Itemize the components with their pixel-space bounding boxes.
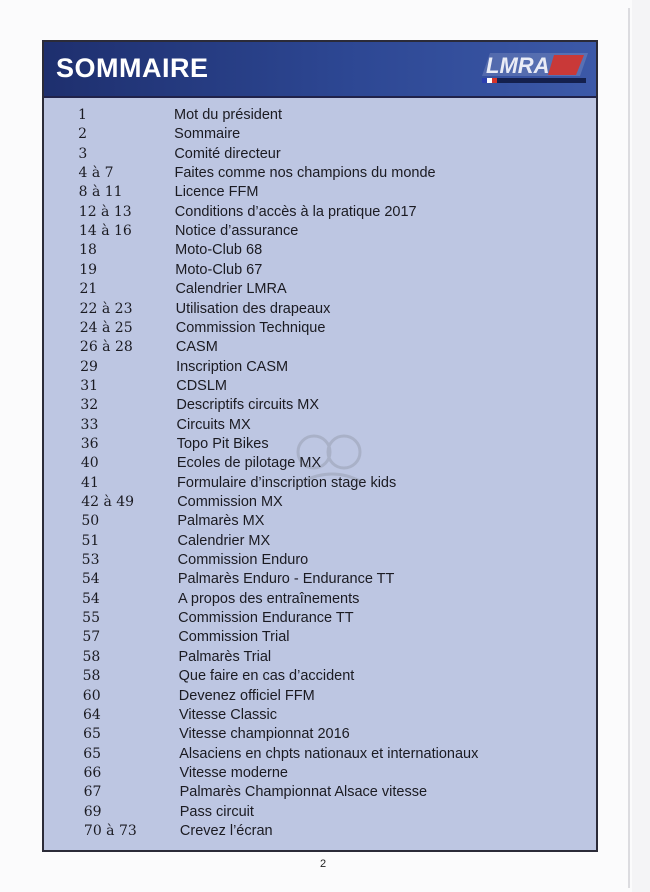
toc-entry-title: Devenez officiel FFM [178, 687, 315, 704]
toc-entry-title: Mot du président [174, 107, 283, 123]
toc-entry-title: Commission Endurance TT [178, 610, 354, 627]
toc-entry-title: Calendrier LMRA [175, 281, 287, 298]
toc-entry-title: Moto-Club 68 [175, 242, 263, 259]
toc-page-number: 66 [83, 764, 102, 781]
toc-entry-title: Pass circuit [179, 803, 254, 820]
toc-page-number: 41 [81, 474, 99, 491]
toc-entry-title: A propos des entraînements [178, 590, 360, 607]
toc-entry-title: Licence FFM [174, 184, 259, 201]
toc-entry-title: Faites comme nos champions du monde [174, 165, 436, 182]
toc-page-number: 8 à 11 [78, 184, 123, 201]
toc-page-number: 29 [80, 358, 98, 375]
toc-page-number: 58 [82, 648, 101, 665]
toc-entry-title: Conditions d’accès à la pratique 2017 [174, 203, 417, 220]
toc-page-number: 55 [82, 610, 100, 627]
toc-page-number: 19 [79, 261, 98, 278]
toc-page-number: 65 [83, 726, 101, 743]
toc-page-number: 32 [80, 397, 99, 414]
toc-page-number: 60 [82, 687, 101, 704]
logo-text: LMRA [486, 53, 550, 78]
toc-page-number: 65 [83, 745, 102, 762]
toc-entry-title: Palmarès MX [177, 513, 265, 530]
toc-entry-title: Palmarès Enduro - Endurance TT [177, 571, 395, 588]
toc-entry-title: Ecoles de pilotage MX [176, 455, 322, 472]
toc-page-number: 42 à 49 [81, 494, 135, 510]
toc-page-number: 70 à 73 [83, 822, 137, 839]
toc-entry-title: Moto-Club 67 [175, 261, 263, 278]
toc-page-number: 33 [80, 416, 99, 433]
toc-page-number: 12 à 13 [78, 203, 132, 220]
toc-page-number: 67 [83, 784, 102, 801]
toc-page-number: 1 [78, 107, 87, 123]
toc-entry-title: Inscription CASM [176, 358, 289, 375]
toc-page-number: 50 [81, 513, 100, 530]
toc-entry-title: Descriptifs circuits MX [176, 397, 319, 414]
toc-entry-title: Commission Technique [175, 319, 326, 336]
toc-entry-title: CDSLM [176, 377, 227, 394]
toc-page-number: 4 à 7 [78, 165, 114, 182]
lmra-logo [480, 50, 590, 86]
toc-page-number: 24 à 25 [79, 319, 133, 336]
toc-page-number: 51 [81, 532, 100, 549]
toc-entry-title: Notice d’assurance [174, 223, 299, 240]
toc-entry-title: Comité directeur [174, 145, 281, 162]
toc-page-number: 40 [80, 455, 99, 472]
toc-page-number: 3 [78, 145, 88, 162]
toc-entry-title: Vitesse Classic [178, 706, 277, 723]
toc-page-number: 26 à 28 [79, 339, 133, 356]
toc-page-number: 2 [78, 126, 88, 143]
toc-panel [42, 40, 598, 852]
toc-entry-title: Formulaire d’inscription stage kids [177, 474, 397, 491]
toc-page-number: 54 [82, 590, 100, 607]
toc-page-number: 36 [80, 435, 99, 452]
page-edge [628, 8, 630, 888]
toc-page-number: 69 [83, 803, 102, 820]
toc-entry-title: Sommaire [174, 126, 241, 143]
toc-entry-title: Palmarès Trial [178, 648, 272, 665]
header-banner [44, 42, 596, 98]
toc-entry-title: CASM [175, 339, 218, 356]
toc-page-number: 54 [81, 571, 100, 588]
toc-entry-title: Commission Enduro [177, 552, 309, 569]
toc-page-number: 14 à 16 [78, 223, 132, 240]
watermark-emblem [292, 422, 372, 502]
toc-entry-title: Commission Trial [178, 629, 290, 646]
toc-page-number: 64 [82, 706, 101, 723]
toc-page-number: 58 [82, 668, 101, 685]
toc-entry-title: Circuits MX [176, 416, 251, 433]
toc-entry-title: Utilisation des drapeaux [175, 300, 331, 317]
toc-entry-title: Palmarès Championnat Alsace vitesse [179, 784, 428, 801]
toc-entry-title: Topo Pit Bikes [176, 435, 269, 452]
page-title: SOMMAIRE [56, 53, 209, 83]
toc-entry-title: Commission MX [177, 494, 283, 510]
page-number: 2 [320, 858, 327, 870]
toc-page-number: 21 [79, 281, 98, 298]
toc-page-number: 57 [82, 629, 101, 646]
toc-page-number: 53 [81, 552, 100, 569]
toc-page-number: 18 [79, 242, 97, 259]
toc-entry-title: Crevez l’écran [179, 822, 273, 839]
toc-page-number: 31 [80, 377, 99, 394]
toc-entry-title: Alsaciens en chpts nationaux et internationaux [179, 745, 479, 762]
toc-entry-title: Que faire en cas d’accident [178, 668, 355, 685]
toc-page-number: 22 à 23 [79, 300, 133, 317]
toc-entry-title: Vitesse championnat 2016 [179, 726, 350, 743]
toc-entry-title: Calendrier MX [177, 532, 271, 549]
toc-entry-title: Vitesse moderne [179, 764, 288, 781]
